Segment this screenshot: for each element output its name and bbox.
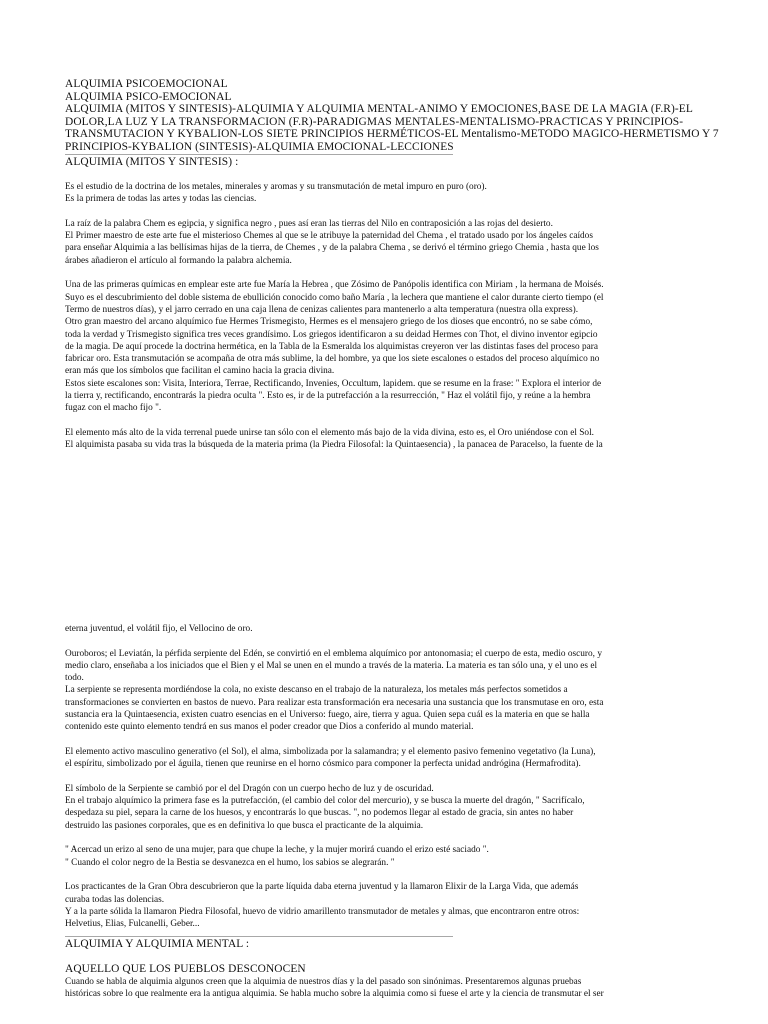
title-line: ALQUIMIA PSICO-EMOCIONAL: [65, 90, 232, 103]
title-line: ALQUIMIA PSICOEMOCIONAL: [65, 78, 228, 90]
section-body-upper: [65, 181, 705, 452]
paragraph-line: La serpiente se representa mordiéndose la cola, no existe descanso en el trabajo de la naturaleza, los metales más perfectos sometidos a: [65, 685, 568, 696]
paragraph-line: " Cuando el color negro de la Bestia se desvanezca en el humo, los sabios se alegrarán. ": [65, 857, 395, 868]
paragraph-line: históricas sobre lo que realmente era la antigua alquimia. Se habla mucho sobre la alquimia como si fuese el arte y la ciencia de transmutar el ser: [65, 989, 604, 1000]
paragraph-line: eterna juventud, el volátil fijo, el Vellocino de oro.: [65, 624, 253, 634]
paragraph-line: Cuando se habla de alquimia algunos creen que la alquimia de nuestros días y la del pasado son sinónimas. Presentaremos algunas pruebas: [65, 977, 582, 987]
paragraph-line: la tierra y, rectificando, encontrarás la piedra oculta ". Esto es, ir de la putrefacción a la resurrección, " Haz el volátil fijo, y reúne a la hembra: [65, 391, 591, 402]
paragraph-line: despedaza su piel, separa la carne de los huesos, y encontrarás lo que buscas. ", no podemos llegar al estado de gracia, sin antes no haber: [65, 808, 574, 819]
paragraph-line: fabricar oro. Esta transmutación se acompaña de otra más sublime, la del hombre, ya que los siete escalones o estados del proceso alquímico no: [65, 354, 600, 365]
paragraph-line: el espíritu, simbolizado por el águila, tienen que reunirse en el horno cósmico para componer la perfecta unidad andrógina (Hermafrodita).: [65, 759, 581, 770]
section2-body: [65, 976, 705, 1001]
paragraph-line: fugaz con el macho fijo ".: [65, 403, 162, 414]
paragraph-line: árabes añadieron el artículo al formando la palabra alchemia.: [65, 255, 292, 266]
paragraph-line: eran más que los símbolos que facilitan el camino hacia la gracia divina.: [65, 366, 335, 377]
paragraph-line: Ouroboros; el Leviatán, la pérfida serpiente del Edén, se convirtió en el emblema alquímico por antonomasia; el cuerpo de esta, medio oscuro, y: [65, 648, 602, 659]
paragraph-line: En el trabajo alquímico la primera fase es la putrefacción, (el cambio del color del mercurio), y se busca la muerte del dragón, " Sacrifícalo,: [65, 796, 585, 807]
paragraph-line: El elemento activo masculino generativo (el Sol), el alma, simbolizada por la salamandra; y el elemento pasivo femenino vegetativo (la Luna),: [65, 746, 596, 757]
paragraph-line: Es el estudio de la doctrina de los metales, minerales y aromas y su transmutación de metal impuro en puro (oro).: [65, 182, 487, 192]
section-body-lower: [65, 623, 705, 930]
subheading: [65, 963, 705, 976]
paragraph-line: destruido las pasiones corporales, que es en definitiva lo que busca el practicante de la alquimia.: [65, 820, 424, 831]
paragraph-line: Termo de nuestros días), y el jarro cerrado en una caja llena de cenizas calientes para mantenerlo a alta temperatura (nuestra olla express).: [65, 304, 579, 315]
paragraph-line: contenido este quinto elemento tendrá en sus manos el poder creador que Dios a conferido al mundo material.: [65, 722, 474, 733]
section-heading-text: ALQUIMIA (MITOS Y SINTESIS) :: [65, 156, 239, 168]
paragraph-line: El Primer maestro de este arte fue el misterioso Chemes al que se le atribuye la paternidad del Chema , el tratado usado por los ángeles caídos: [65, 231, 593, 242]
paragraph-line: El elemento más alto de la vida terrenal puede unirse tan sólo con el elemento más bajo de la vida divina, esto es, el Oro uniéndose con el Sol.: [65, 427, 594, 438]
paragraph-line: El alquimista pasaba su vida tras la búsqueda de la materia prima (la Piedra Filosofal: la Quintaesencia) , la panacea de Paracelso, la fuente de la: [65, 440, 603, 451]
section-heading-text: ALQUIMIA Y ALQUIMIA MENTAL :: [65, 938, 250, 950]
paragraph-line: de la magia. De aquí procede la doctrina hermética, en la Tabla de la Esmeralda los alquimistas creyeron ver las distintas fases del proceso para: [65, 341, 599, 352]
paragraph-line: Suyo es el descubrimiento del doble sistema de ebullición conocido como baño María , la lechera que mantiene el calor durante cierto tiempo (el: [65, 292, 604, 303]
section-divider: [65, 936, 453, 937]
title-line: ALQUIMIA (MITOS Y SINTESIS)-ALQUIMIA Y ALQUIMIA MENTAL-ANIMO Y EMOCIONES,BASE DE LA MAGIA (F.R)-EL: [65, 103, 693, 116]
paragraph-line: El símbolo de la Serpiente se cambió por el del Dragón con un cuerpo hecho de luz y de oscuridad.: [65, 783, 434, 794]
paragraph-line: toda la verdad y Trismegisto significa tres veces grandísimo. Los griegos identificaron a su deidad Hermes con Thot, el divino inventor egipcio: [65, 329, 598, 340]
paragraph-line: Los practicantes de la Gran Obra descubrieron que la parte líquida daba eterna juventud y la llamaron Elixir de la Larga Vida, que además: [65, 882, 579, 893]
title-line: TRANSMUTACION Y KYBALION-LOS SIETE PRINCIPIOS HERMÉTICOS-EL Mentalismo-METODO MAGICO-HERMETISMO Y 7: [65, 128, 719, 141]
section-heading: [65, 938, 705, 951]
section-heading: [65, 156, 705, 169]
paragraph-line: " Acercad un erizo al seno de una mujer, para que chupe la leche, y la mujer morirá cuando el erizo esté saciado ".: [65, 845, 489, 856]
section-divider: [65, 154, 453, 155]
paragraph-line: Estos siete escalones son: Visita, Interiora, Terrae, Rectificando, Invenies, Occultum, lapidem. que se resume en la frase: " Explora el interior de: [65, 378, 602, 389]
paragraph-line: para enseñar Alquimia a las bellísimas hijas de la tierra, de Chemes , y de la palabra Chema , se derivó el término griego Chemia , hasta que los: [65, 243, 599, 254]
title-line: DOLOR,LA LUZ Y LA TRANSFORMACION (F.R)-PARADIGMAS MENTALES-MENTALISMO-PRACTICAS Y PRINCIPIOS-: [65, 115, 684, 128]
paragraph-line: Es la primera de todas las artes y todas las ciencias.: [65, 194, 257, 205]
paragraph-line: La raíz de la palabra Chem es egipcia, y significa negro , pues así eran las tierras del Nilo en contraposición a las rojas del desierto.: [65, 218, 553, 229]
document-title-block: [65, 78, 719, 154]
paragraph-line: Helvetius, Elias, Fulcanelli, Geber...: [65, 919, 200, 930]
paragraph-line: Y a la parte sólida la llamaron Piedra Filosofal, huevo de vidrio amarillento transmutador de metales y almas, que encontraron entre otros:: [65, 906, 580, 917]
subheading-text: AQUELLO QUE LOS PUEBLOS DESCONOCEN: [65, 963, 306, 975]
paragraph-line: Otro gran maestro del arcano alquímico fue Hermes Trismegisto, Hermes es el mensajero griego de los dioses que encontró, no se sabe cómo,: [65, 317, 593, 328]
title-line: PRINCIPIOS-KYBALION (SINTESIS)-ALQUIMIA EMOCIONAL-LECCIONES: [65, 140, 454, 153]
paragraph-line: sustancia era la Quintaesencia, existen cuatro esencias en el Universo: fuego, aire, tierra y agua. Quien sepa cuál es la materia en que se halla: [65, 710, 590, 721]
paragraph-line: transformaciones se convierten en bastos de nuevo. Para realizar esta transformación era necesaria una sustancia que los transmutase en oro, esta: [65, 697, 604, 708]
paragraph-line: Una de las primeras químicas en emplear este arte fue María la Hebrea , que Zósimo de Panópolis identifica con Miriam , la hermana de Moisés.: [65, 280, 604, 291]
paragraph-line: medio claro, enseñaba a los iniciados que el Bien y el Mal se unen en el mundo a través de la materia. La materia es tan sólo una, y el uno es el: [65, 660, 598, 671]
paragraph-line: curaba todas las dolencias.: [65, 894, 165, 905]
paragraph-line: todo.: [65, 673, 84, 684]
